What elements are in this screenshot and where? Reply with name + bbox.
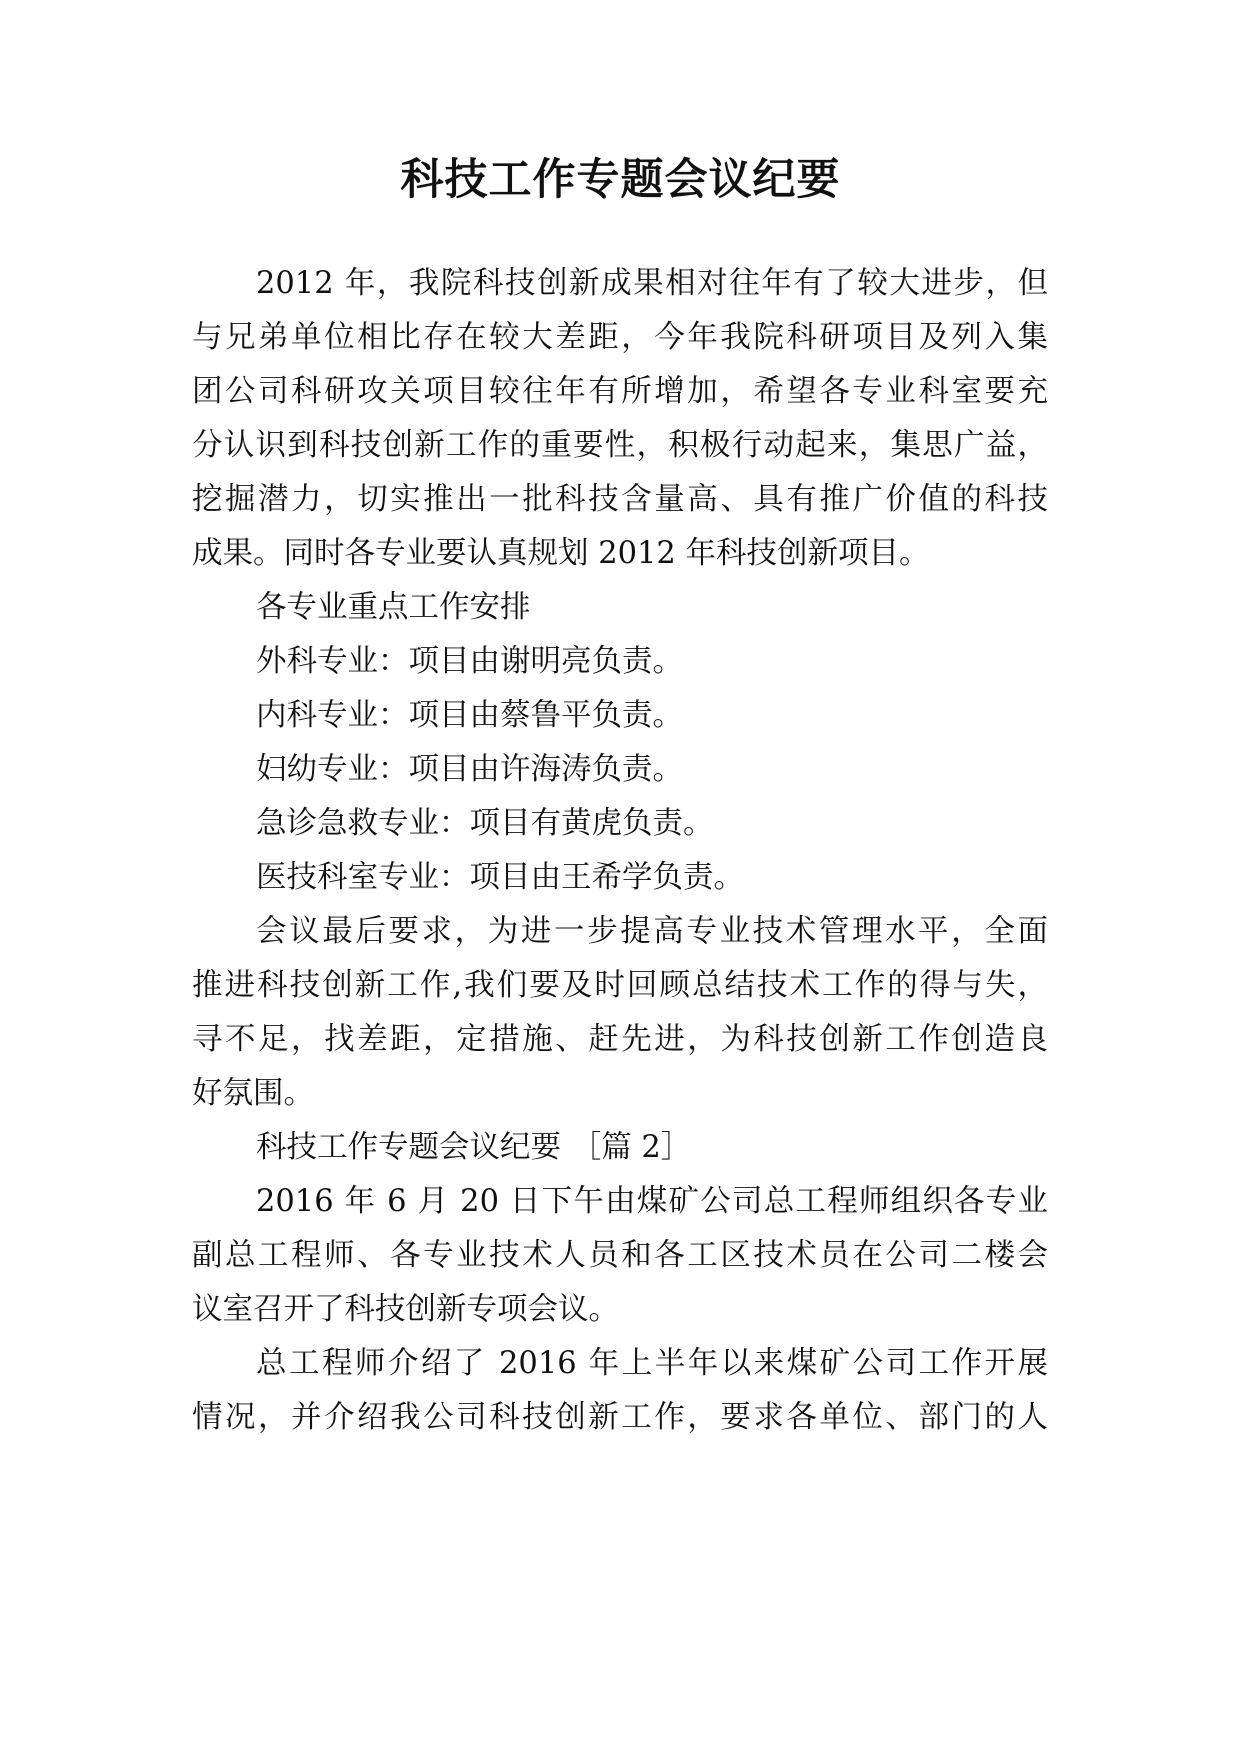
paragraph-line: 总工程师介绍了 2016 年上半年以来煤矿公司工作开展: [256, 1346, 1048, 1381]
paragraph-line: 与兄弟单位相比存在较大差距，今年我院科研项目及列入集: [192, 320, 1048, 355]
paragraph-line: 副总工程师、各专业技术人员和各工区技术员在公司二楼会: [192, 1238, 1048, 1273]
section-heading: 科技工作专题会议纪要 ［篇 2］: [256, 1130, 692, 1165]
paragraph-line: 会议最后要求，为进一步提高专业技术管理水平，全面: [256, 914, 1048, 949]
paragraph-line: 2012 年，我院科技创新成果相对往年有了较大进步，但: [256, 266, 1048, 301]
list-item: 急诊急救专业：项目有黄虎负责。: [256, 806, 714, 841]
paragraph-line: 挖掘潜力，切实推出一批科技含量高、具有推广价值的科技: [192, 482, 1048, 517]
document-title: 科技工作专题会议纪要: [400, 155, 841, 205]
list-item: 医技科室专业：项目由王希学负责。: [256, 860, 744, 895]
list-item: 妇幼专业：项目由许海涛负责。: [256, 752, 683, 787]
paragraph-line: 寻不足，找差距，定措施、赶先进，为科技创新工作创造良: [192, 1022, 1048, 1057]
list-item: 外科专业：项目由谢明亮负责。: [256, 644, 683, 679]
paragraph-line: 推进科技创新工作,我们要及时回顾总结技术工作的得与失，: [192, 968, 1048, 1003]
section-heading: 各专业重点工作安排: [256, 590, 531, 625]
paragraph-line: 团公司科研攻关项目较往年有所增加，希望各专业科室要充: [192, 374, 1048, 409]
paragraph-line: 2016 年 6 月 20 日下午由煤矿公司总工程师组织各专业: [256, 1184, 1048, 1219]
paragraph-line: 议室召开了科技创新专项会议。: [192, 1292, 619, 1327]
paragraph-line: 情况，并介绍我公司科技创新工作，要求各单位、部门的人: [192, 1400, 1048, 1435]
paragraph-line: 分认识到科技创新工作的重要性，积极行动起来，集思广益，: [192, 428, 1048, 463]
paragraph-line: 成果。同时各专业要认真规划 2012 年科技创新项目。: [192, 536, 930, 571]
list-item: 内科专业：项目由蔡鲁平负责。: [256, 698, 683, 733]
paragraph-line: 好氛围。: [192, 1076, 314, 1111]
